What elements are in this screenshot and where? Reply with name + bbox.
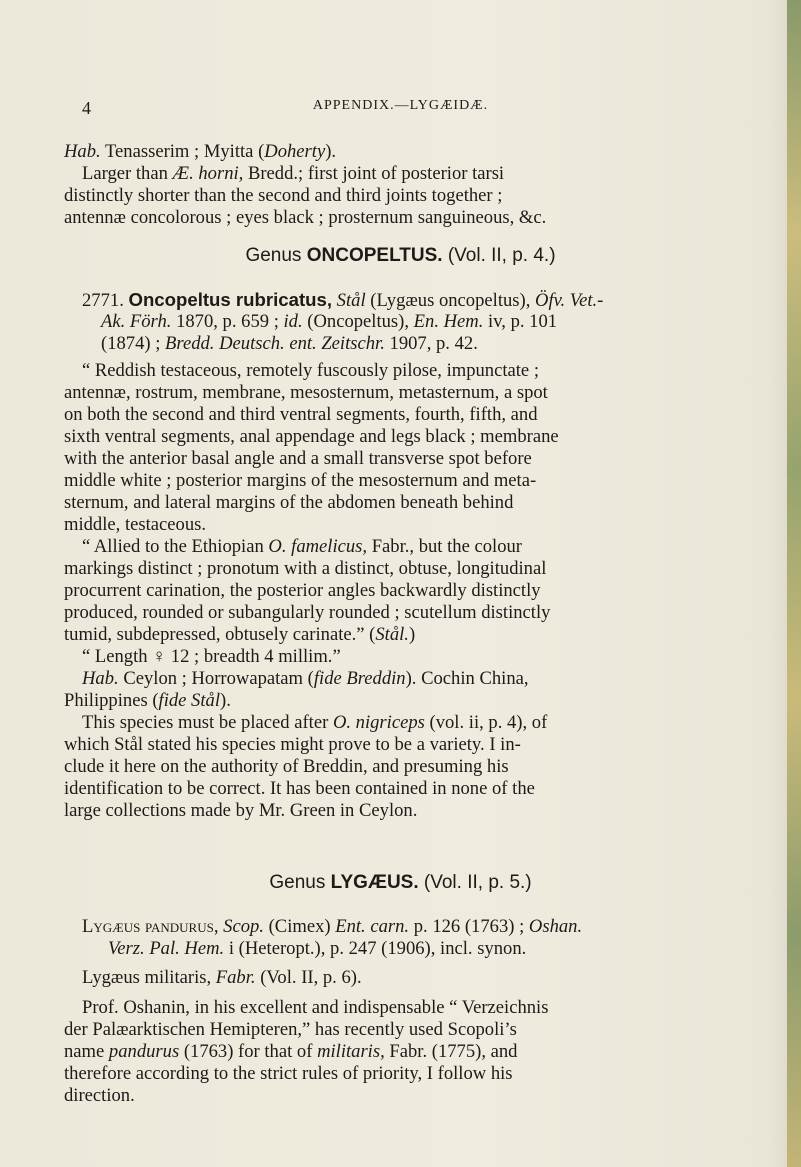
description-line: sixth ventral segments, anal appendage and legs black ; membrane [64, 426, 559, 447]
hab-line-2: Philippines (fide Stål). [64, 690, 231, 711]
allied-line: produced, rounded or subangularly rounded ; scutellum distinctly [64, 602, 551, 623]
final-line: therefore according to the strict rules of priority, I follow his [64, 1063, 513, 1084]
allied-line-1: “ Allied to the Ethiopian O. famelicus, Fabr., but the colour [82, 536, 522, 557]
page-edge [787, 0, 801, 1167]
note-line: large collections made by Mr. Green in Ceylon. [64, 800, 418, 821]
genus-heading-lygaeus: Genus LYGÆUS. (Vol. II, p. 5.) [269, 872, 532, 893]
description-line: on both the second and third ventral segments, fourth, fifth, and [64, 404, 538, 425]
description-line: with the anterior basal angle and a small transverse spot before [64, 448, 532, 469]
description-line: middle white ; posterior margins of the mesosternum and meta- [64, 470, 537, 491]
hab-line: Hab. Ceylon ; Horrowapatam (fide Breddin). Cochin China, [82, 668, 529, 689]
intro-line-1: Hab. Tenasserim ; Myitta (Doherty). [64, 141, 337, 162]
description-line: antennæ, rostrum, membrane, mesosternum, metasternum, a spot [64, 382, 548, 403]
note-line: identification to be correct. It has been contained in none of the [64, 778, 535, 799]
species-heading-line-3: (1874) ; Bredd. Deutsch. ent. Zeitschr. 1907, p. 42. [101, 333, 478, 354]
allied-line: procurrent carination, the posterior angles backwardly distinctly [64, 580, 541, 601]
intro-line-4: antennæ concolorous ; eyes black ; prosternum sanguineous, &c. [64, 207, 547, 228]
description-line: “ Reddish testaceous, remotely fuscously pilose, impunctate ; [82, 360, 539, 381]
note-line: which Stål stated his species might prove to be a variety. I in- [64, 734, 521, 755]
lygaeus-synonym: Lygæus militaris, Fabr. (Vol. II, p. 6). [82, 967, 362, 988]
note-line-1: This species must be placed after O. nigriceps (vol. ii, p. 4), of [82, 712, 548, 733]
intro-line-2: Larger than Æ. horni, Bredd.; first joint of posterior tarsi [82, 163, 505, 184]
length-line: “ Length ♀ 12 ; breadth 4 millim.” [82, 646, 341, 667]
running-head: APPENDIX.—LYGÆIDÆ. [312, 98, 489, 113]
final-line: direction. [64, 1085, 135, 1106]
lygaeus-heading-line-2: Verz. Pal. Hem. i (Heteropt.), p. 247 (1906), incl. synon. [108, 938, 527, 959]
description-line: sternum, and lateral margins of the abdomen beneath behind [64, 492, 514, 513]
intro-line-3: distinctly shorter than the second and third joints together ; [64, 185, 503, 206]
species-heading-line-2: Ak. Förh. 1870, p. 659 ; id. (Oncopeltus), En. Hem. iv, p. 101 [101, 311, 558, 332]
species-heading-line-1: 2771. Oncopeltus rubricatus, Stål (Lygæus oncopeltus), Öfv. Vet.- [82, 289, 604, 311]
genus-heading-oncopeltus: Genus ONCOPELTUS. (Vol. II, p. 4.) [245, 245, 556, 266]
allied-line-5: tumid, subdepressed, obtusely carinate.” (Stål.) [64, 624, 416, 645]
description-line: middle, testaceous. [64, 514, 206, 535]
final-line: Prof. Oshanin, in his excellent and indispensable “ Verzeichnis [82, 997, 549, 1018]
final-line-3: name pandurus (1763) for that of militaris, Fabr. (1775), and [64, 1041, 518, 1062]
page-number: 4 [82, 98, 91, 118]
note-line: clude it here on the authority of Breddin, and presuming his [64, 756, 509, 777]
final-line: der Palæarktischen Hemipteren,” has recently used Scopoli’s [64, 1019, 517, 1040]
allied-line: markings distinct ; pronotum with a distinct, obtuse, longitudinal [64, 558, 547, 579]
lygaeus-heading-line-1: Lygæus pandurus, Scop. (Cimex) Ent. carn. p. 126 (1763) ; Oshan. [82, 916, 583, 937]
